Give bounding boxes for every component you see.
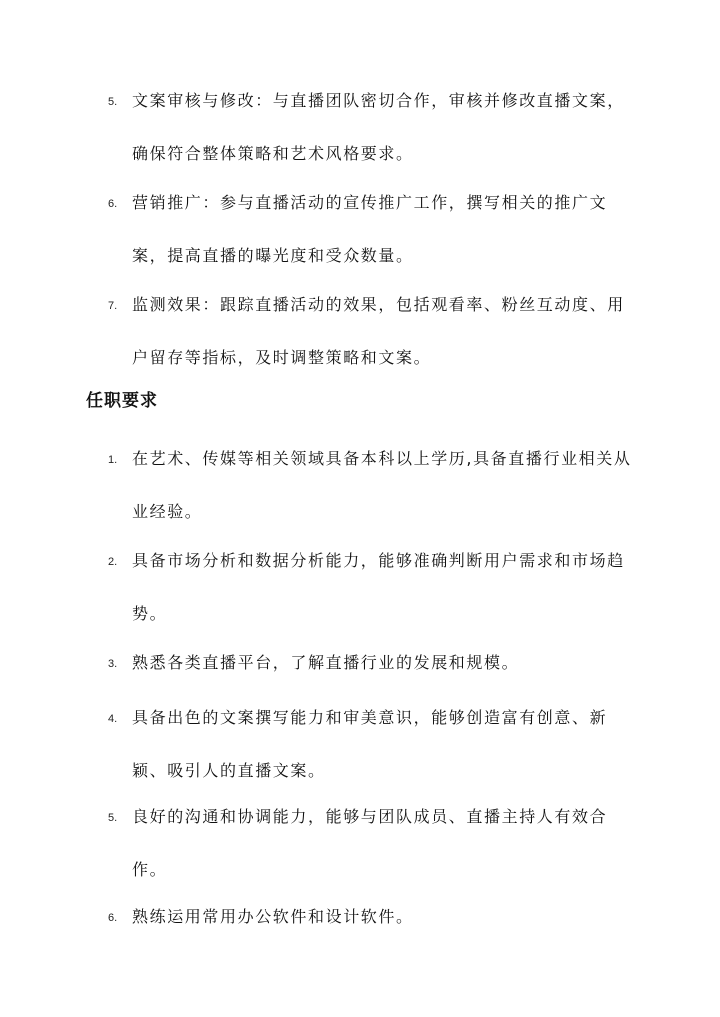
- list-number: 6.: [108, 198, 118, 210]
- list-number: 1.: [108, 454, 118, 466]
- list-text: 具备市场分析和数据分析能力，能够准确判断用户需求和市场趋势。: [132, 551, 625, 623]
- list-number: 7.: [108, 300, 118, 312]
- list-number: 5.: [108, 812, 118, 824]
- list-text: 在艺术、传媒等相关领域具备本科以上学历,具备直播行业相关从业经验。: [132, 449, 632, 521]
- list-number: 6.: [108, 912, 118, 924]
- list-text: 监测效果：跟踪直播活动的效果，包括观看率、粉丝互动度、用户留存等指标，及时调整策略和文案。: [132, 295, 625, 367]
- list-text: 熟练运用常用办公软件和设计软件。: [132, 907, 414, 926]
- list-text: 熟悉各类直播平台，了解直播行业的发展和规模。: [132, 653, 520, 672]
- list-text: 文案审核与修改：与直播团队密切合作，审核并修改直播文案，确保符合整体策略和艺术风格要求。: [132, 91, 625, 163]
- list-text: 具备出色的文案撰写能力和审美意识，能够创造富有创意、新颖、吸引人的直播文案。: [132, 708, 608, 780]
- list-number: 5.: [108, 96, 118, 108]
- section-heading: 任职要求: [86, 391, 158, 411]
- list-number: 4.: [108, 713, 118, 725]
- list-text: 营销推广：参与直播活动的宣传推广工作，撰写相关的推广文案，提高直播的曝光度和受众数量。: [132, 193, 608, 265]
- list-number: 2.: [108, 556, 118, 568]
- list-text: 良好的沟通和协调能力，能够与团队成员、直播主持人有效合作。: [132, 807, 608, 879]
- list-number: 3.: [108, 658, 118, 670]
